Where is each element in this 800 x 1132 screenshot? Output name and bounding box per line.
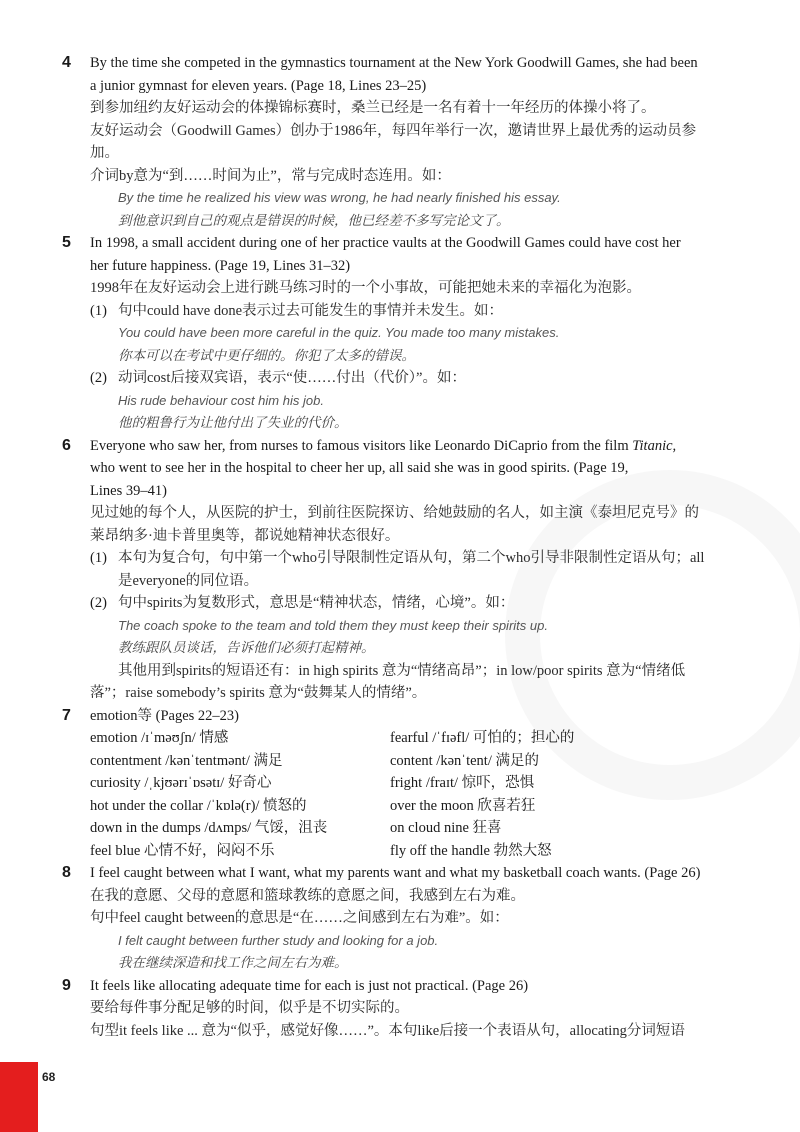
translation-zh: 见过她的每个人，从医院的护士，到前往医院探访、给她鼓励的名人，如主演《泰坦尼克号》的	[90, 505, 699, 521]
translation-zh: 莱昂纳多·迪卡普里奥等，都说她精神状态很好。	[90, 527, 400, 544]
quote-en-line: Lines 39–41)	[90, 482, 167, 499]
quote-en-line: I feel caught between what I want, what my parents want and what my basketball coach wants. (Page 26)	[90, 865, 701, 881]
note-item-5	[0, 232, 800, 435]
quote-en-line: who went to see her in the hospital to cheer her up, all said she was in good spirits. (Page 19,	[90, 460, 629, 476]
item-number: 4	[62, 54, 71, 71]
background-note: 加。	[90, 145, 119, 161]
example-zh: 他的粗鲁行为让他付出了失业的代价。	[118, 415, 348, 430]
page-content	[0, 52, 800, 1042]
note-item-4	[0, 52, 800, 232]
vocab-entry: content /kənˈtent/ 满足的	[390, 752, 539, 769]
vocab-entry: emotion /ɪˈməʊʃn/ 情感	[90, 730, 229, 746]
grammar-explanation: 是everyone的同位语。	[118, 572, 259, 589]
grammar-explanation: 句中spirits为复数形式，意思是“精神状态，情绪，心境”。如：	[118, 595, 515, 611]
vocab-entry: fly off the handle 勃然大怒	[390, 842, 552, 859]
grammar-explanation: 句中could have done表示过去可能发生的事情并未发生。如：	[118, 302, 504, 319]
grammar-explanation: 动词cost后接双宾语，表示“使……付出（代价）”。如：	[118, 370, 466, 386]
grammar-explanation: 本句为复合句，句中第一个who引导限制性定语从句，第二个who引导非限制性定语从句；all	[118, 550, 705, 566]
vocab-entry: fright /fraɪt/ 惊吓，恐惧	[390, 775, 535, 791]
quote-en-line: By the time she competed in the gymnastics tournament at the New York Goodwill Games, she had been	[90, 55, 698, 71]
vocab-entry: feel blue 心情不好，闷闷不乐	[90, 842, 275, 859]
related-phrases: 其他用到spirits的短语还有：in high spirits 意为“情绪高昂”；in low/poor spirits 意为“情绪低	[118, 662, 686, 679]
sub-point-marker: (1)	[90, 550, 107, 566]
sub-point-marker: (2)	[90, 370, 107, 386]
vocab-entry: curiosity /ˌkjʊərɪˈɒsətɪ/ 好奇心	[90, 775, 272, 791]
note-item-6	[0, 435, 800, 705]
quote-en-line: In 1998, a small accident during one of her practice vaults at the Goodwill Games could have cost her	[90, 235, 681, 251]
quote-en-text: Everyone who saw her, from nurses to famous visitors like Leonardo DiCaprio from the film	[90, 437, 633, 454]
grammar-explanation: 句中feel caught between的意思是“在……之间感到左右为难”。如：	[90, 910, 509, 926]
quote-en-line: her future happiness. (Page 19, Lines 31–32)	[90, 257, 351, 274]
item-number: 8	[62, 864, 71, 881]
grammar-explanation: 句型it feels like ... 意为“似乎，感觉好像……”。本句like后接一个表语从句，allocating分词短语	[90, 1022, 685, 1039]
grammar-explanation: 介词by意为“到……时间为止”，常与完成时态连用。如：	[90, 167, 451, 184]
page-corner-accent	[0, 1062, 38, 1132]
example-en: His rude behaviour cost him his job.	[118, 392, 324, 408]
page-number: 68	[42, 1070, 56, 1084]
example-zh: 我在继续深造和找工作之间左右为难。	[118, 955, 348, 970]
sub-point-2	[90, 592, 760, 615]
example-zh: 你本可以在考试中更仔细的。你犯了太多的错误。	[118, 347, 415, 363]
translation-zh: 在我的意愿、父母的意愿和篮球教练的意愿之间，我感到左右为难。	[90, 887, 525, 904]
example-zh: 到他意识到自己的观点是错误的时候，他已经差不多写完论文了。	[118, 212, 510, 228]
item-number: 6	[62, 436, 71, 454]
example-en: I felt caught between further study and looking for a job.	[118, 932, 439, 948]
vocab-entry: fearful /ˈfɪəfl/ 可怕的；担心的	[390, 730, 575, 746]
translation-zh: 1998年在友好运动会上进行跳马练习时的一个小事故，可能把她未来的幸福化为泡影。	[90, 280, 641, 296]
sub-point-marker: (2)	[90, 595, 107, 611]
translation-zh: 到参加纽约友好运动会的体操锦标赛时，桑兰已经是一名有着十一年经历的体操小将了。	[90, 100, 656, 116]
item-number: 9	[62, 976, 71, 994]
example-en: You could have been more careful in the quiz. You made too many mistakes.	[118, 325, 560, 340]
quote-en-line: a junior gymnast for eleven years. (Page 18, Lines 23–25)	[90, 77, 427, 94]
sub-point-2	[90, 367, 760, 390]
example-en: The coach spoke to the team and told them they must keep their spirits up.	[118, 617, 548, 633]
item-number: 7	[62, 706, 71, 724]
vocab-entry: on cloud nine 狂喜	[390, 820, 502, 836]
translation-zh: 要给每件事分配足够的时间，似乎是不切实际的。	[90, 1000, 409, 1016]
vocab-entry: hot under the collar /ˈkɒlə(r)/ 愤怒的	[90, 797, 307, 814]
film-title: Titanic,	[632, 437, 677, 454]
vocab-entry: down in the dumps /dʌmps/ 气馁，沮丧	[90, 820, 328, 836]
vocab-entry: over the moon 欣喜若狂	[390, 797, 536, 814]
note-item-7	[0, 705, 800, 863]
quote-en-line	[90, 435, 760, 458]
sub-point-marker: (1)	[90, 302, 107, 319]
vocab-entry: contentment /kənˈtentmənt/ 满足	[90, 752, 283, 769]
note-item-9	[0, 975, 800, 1043]
quote-en-line: It feels like allocating adequate time for each is just not practical. (Page 26)	[90, 977, 529, 994]
sub-point-1	[90, 300, 760, 323]
vocab-list	[90, 727, 760, 862]
example-zh: 教练跟队员谈话，告诉他们必须打起精神。	[118, 640, 375, 655]
note-item-8	[0, 862, 800, 975]
example-en: By the time he realized his view was wrong, he had nearly finished his essay.	[118, 190, 561, 205]
related-phrases: 落”；raise somebody’s spirits 意为“鼓舞某人的情绪”。	[90, 685, 427, 701]
sub-point-1	[90, 547, 760, 592]
vocab-heading: emotion等 (Pages 22–23)	[90, 707, 240, 724]
background-note: 友好运动会（Goodwill Games）创办于1986年，每四年举行一次，邀请世界上最优秀的运动员参	[90, 122, 697, 139]
item-number: 5	[62, 234, 71, 251]
